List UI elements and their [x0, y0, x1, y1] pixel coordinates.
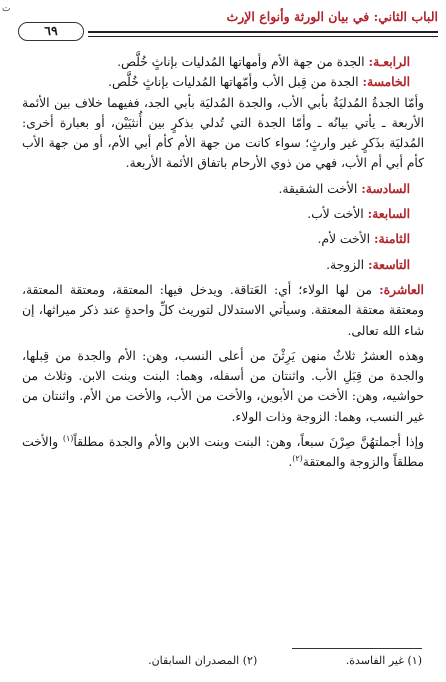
- entry-6: [22, 179, 424, 199]
- entry-term: السابعة:: [367, 206, 410, 222]
- entry-text: الأخت لأب.: [307, 207, 364, 222]
- footnote-rule: [292, 648, 422, 649]
- paragraph: وهذه العشرُ ثلاثٌ منهن يَرِثْنَ من أعلى النسب، وهن: الأم والجدة من قِبلها، والجدة من قِبَلِ الأب. واثنتان من أسفله، وهما: البنت وبنت الابن. وثلاث من حواشيه، وهن: الأخت من الأبوين، والأخت من الأب، والأخت من الأم. واثنتان من غير النسب، وهما: الزوجة وذات الولاء.: [22, 348, 424, 424]
- footnote-text: المصدران السابقان.: [148, 654, 240, 667]
- side-mark: ت: [2, 4, 11, 14]
- entry-term: السادسة:: [361, 180, 410, 196]
- header-rule-thin: [88, 36, 438, 37]
- page-header: [8, 7, 438, 47]
- header-rule-thick: [88, 31, 438, 33]
- paragraph: وأمّا الجدةُ المُدليَةُ بأبي الأب، والجدة المُدليَة بأبي الجد، ففيهما خلاف بين الأئمة الأربعة ـ يأتي بيانُه ـ وأمّا الجدة التي تُدلي بذكرٍ بين أُنثيَيْن، أو بعبارة أخرى: المُدليَة بذَكرٍ غير وارثٍ؛ سواء كانت من جهة الأم كأم أبي الأم، أو من جهة الأب كأم أبي أم الأب، فهي من ذوي الأرحام باتفاق الأئمة الأربعة.: [22, 95, 424, 171]
- entry-7: [22, 204, 424, 224]
- entry-term: الرابعـة:: [368, 54, 410, 69]
- entry-text: الزوجة.: [326, 257, 365, 272]
- entry-text: الجدة من قِبل الأب وأمّهاتها المُدليات بإناثٍ خُلَّص.: [108, 75, 359, 90]
- footnotes: [24, 654, 422, 667]
- entry-8: [22, 229, 424, 249]
- footnote-number: (٢): [242, 654, 258, 667]
- entry-text: الأخت الشقيقة.: [278, 181, 358, 196]
- page-number-badge: ٦٩: [18, 22, 84, 41]
- entry-text: من لها الولاء؛ أي: العَتاقة. ويدخل فيها: المعتقة، ومعتقة المعتقة، ومعتقة معتقة المعتقة. وسيأتي الاستدلال لتوريث كلِّ واحدةٍ عند ذكر ميراثها، إن شاء الله تعالى.: [22, 282, 424, 338]
- footnote-number: (١): [407, 654, 422, 667]
- entry-term: الخامسة:: [362, 74, 410, 90]
- paragraph: [22, 432, 424, 473]
- entry-text: الجدة من جهة الأم وأمهاتها المُدليات بإناثٍ خُلَّص.: [117, 55, 365, 69]
- entry-text: الأخت لأم.: [317, 232, 371, 247]
- entry-10: [22, 280, 424, 341]
- chapter-title: الباب الثاني: في بيان الورثة وأنواع الإرث: [226, 9, 438, 24]
- paragraph-text: والأخت مطلقاً والزوجة والمعتقة: [22, 435, 424, 470]
- footnote-ref-2[interactable]: (٢): [292, 454, 303, 464]
- entry-4: [22, 52, 424, 72]
- paragraph-text: وإذا أجملتهُنَّ صِرْنَ سبعاً، وهن: البنت وبنت الابن والأم والجدة مطلقاً: [73, 435, 424, 450]
- entry-term: التاسعة:: [368, 256, 410, 272]
- footnote-ref-1[interactable]: (١): [62, 433, 74, 443]
- entry-term: العاشرة:: [379, 281, 424, 297]
- entry-term: الثامنة:: [373, 231, 410, 247]
- footnote-1: [346, 654, 422, 667]
- footnote-2: [148, 654, 257, 667]
- entry-9: [22, 255, 424, 275]
- entry-5: [22, 72, 424, 92]
- page-body: [22, 52, 424, 473]
- paragraph-text: .: [288, 455, 293, 470]
- footnote-text: غير الفاسدة.: [345, 654, 404, 667]
